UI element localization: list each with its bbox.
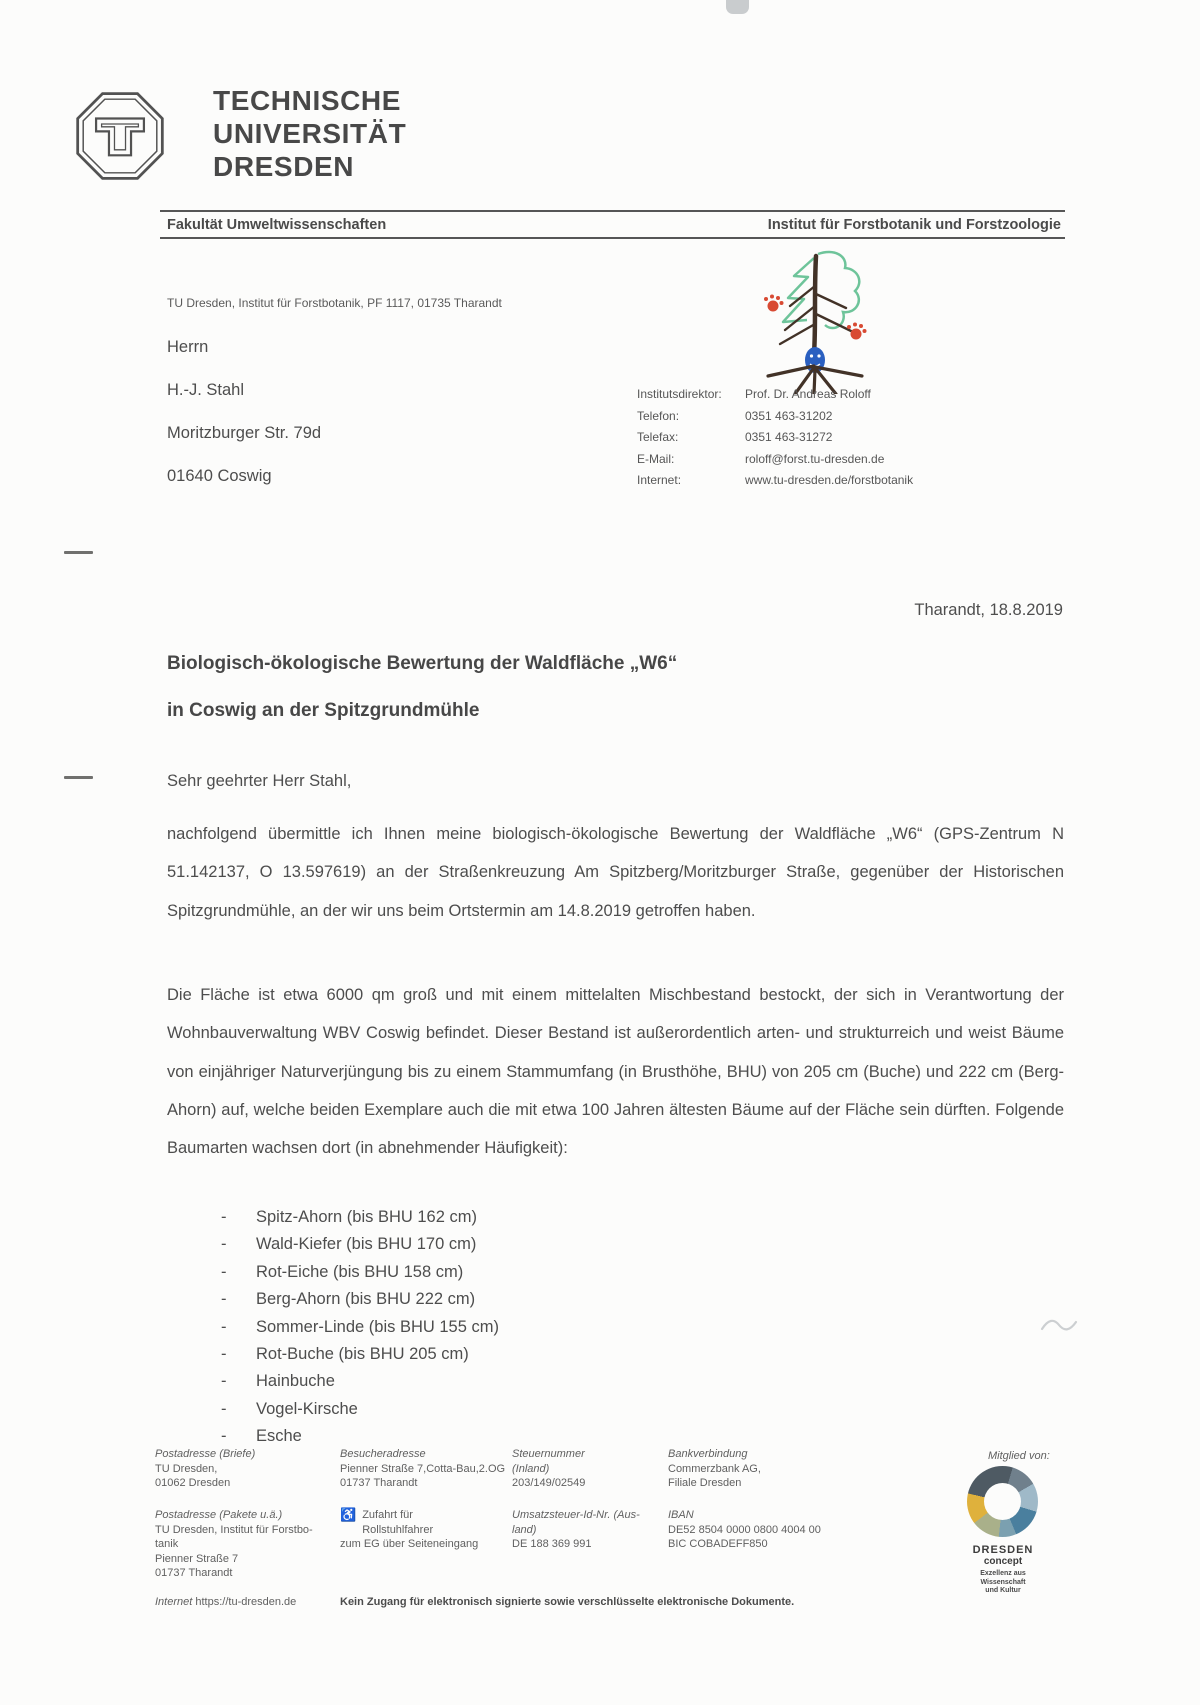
tu-dresden-logo-icon	[74, 88, 166, 184]
footer-wheelchair-access	[340, 1508, 510, 1552]
footer-line: Pienner Straße 7,Cotta-Bau,2.OG	[340, 1462, 506, 1475]
list-dash: -	[221, 1317, 227, 1336]
member-of-label: Mitglied von:	[988, 1450, 1050, 1462]
list-item	[221, 1341, 499, 1368]
recipient-line: Herrn	[167, 338, 209, 356]
wheelchair-icon: ♿	[340, 1507, 357, 1522]
footer-line: Pienner Straße 7	[155, 1552, 239, 1565]
contact-label: E-Mail:	[637, 451, 675, 466]
dresden-concept-tagline: Exzellenz aus	[980, 1570, 1026, 1577]
footer-line: 01737 Tharandt	[340, 1477, 418, 1490]
forstbotanik-tree-logo-icon	[750, 244, 884, 394]
salutation: Sehr geehrter Herr Stahl,	[167, 772, 352, 790]
footer-label: Postadresse (Pakete u.ä.)	[155, 1509, 283, 1521]
footer-bic-value: BIC COBADEFF850	[668, 1538, 768, 1551]
pen-mark-artifact	[1040, 1313, 1080, 1337]
tree-species-list	[221, 1204, 499, 1451]
footer-internet-url: https://tu-dresden.de	[195, 1596, 297, 1608]
list-dash: -	[221, 1235, 227, 1254]
institute-name: Institut für Forstbotanik und Forstzoologie	[767, 217, 1061, 233]
footer-label: Postadresse (Briefe)	[155, 1448, 256, 1460]
list-item-label: Sommer-Linde (bis BHU 155 cm)	[256, 1317, 499, 1336]
list-item-label: Vogel-Kirsche	[256, 1399, 358, 1418]
footer-tax-number	[512, 1447, 662, 1491]
footer-line: 01737 Tharandt	[155, 1567, 233, 1580]
footer-vat-number	[512, 1508, 662, 1552]
university-name-line: DRESDEN	[213, 151, 355, 182]
list-dash: -	[221, 1399, 227, 1418]
footer-label: Steuernummer	[512, 1448, 585, 1460]
footer-iban-value: DE52 8504 0000 0800 4004 00	[668, 1523, 821, 1536]
recipient-line: H.-J. Stahl	[167, 381, 245, 399]
sender-return-address: TU Dresden, Institut für Forstbotanik, PF 1117, 01735 Tharandt	[167, 296, 502, 310]
list-item-label: Hainbuche	[256, 1372, 335, 1391]
footer-internet-label: Internet	[155, 1596, 193, 1608]
university-name-line: UNIVERSITÄT	[213, 118, 407, 149]
list-item	[221, 1314, 499, 1341]
list-item-label: Rot-Eiche (bis BHU 158 cm)	[256, 1262, 464, 1281]
contact-label: Institutsdirektor:	[637, 387, 722, 401]
footer-line: Commerzbank AG,	[668, 1462, 761, 1475]
dresden-concept-tagline: und Kultur	[985, 1587, 1021, 1594]
footer-bank	[668, 1447, 883, 1491]
dresden-concept-ring-icon	[967, 1466, 1038, 1537]
list-item	[221, 1259, 499, 1286]
subject-line-2: in Coswig an der Spitzgrundmühle	[167, 700, 480, 721]
footer-label: Umsatzsteuer-Id-Nr. (Aus-	[512, 1509, 640, 1521]
list-dash: -	[221, 1208, 227, 1226]
list-dash: -	[221, 1427, 227, 1446]
footer-label: Bankverbindung	[668, 1448, 748, 1460]
list-dash: -	[221, 1372, 227, 1391]
date-line: Tharandt, 18.8.2019	[914, 601, 1063, 619]
institute-contact-block	[637, 387, 913, 495]
contact-value: 0351 463-31202	[745, 408, 833, 423]
footer-line: TU Dresden, Institut für Forstbo-	[155, 1523, 313, 1536]
contact-value: 0351 463-31272	[745, 430, 833, 444]
contact-row	[637, 473, 913, 495]
contact-row	[637, 430, 913, 452]
list-item-label: Spitz-Ahorn (bis BHU 162 cm)	[256, 1208, 477, 1226]
list-dash: -	[221, 1262, 227, 1281]
dresden-concept-tagline: Wissenschaft	[980, 1578, 1026, 1586]
body-paragraph-2: Die Fläche ist etwa 6000 qm groß und mit einem mittelalten Mischbestand bestockt, der sich in Verantwortung der Wohnbauverwaltung WBV Coswig befindet. Dieser Bestand ist außerordentlich arten- und strukturreich und weist Bäume von einjähriger Naturverjüngung bis zu einem Stammumfang (in Brusthöhe, BHU) von 205 cm (Buche) und 222 cm (Berg-Ahorn) auf, welche beiden Exemplare auch die mit etwa 100 Jahren ältesten Bäume auf der Fläche sein dürften. Folgende Baumarten wachsen dort (in abnehmender Häufigkeit):	[167, 986, 1064, 1158]
recipient-address	[167, 326, 321, 498]
contact-row	[637, 452, 913, 474]
footer-value: 203/149/02549	[512, 1477, 586, 1490]
footer-postal-parcels	[155, 1508, 337, 1581]
subject-heading	[167, 640, 677, 734]
footer-label: IBAN	[668, 1509, 694, 1521]
footer-line: tanik	[155, 1538, 179, 1551]
contact-row	[637, 409, 913, 431]
list-item-label: Berg-Ahorn (bis BHU 222 cm)	[256, 1290, 476, 1309]
contact-value: Prof. Dr. Andreas Roloff	[745, 387, 871, 401]
footer-visitor-address	[340, 1447, 508, 1491]
list-dash: -	[221, 1345, 227, 1364]
list-item	[221, 1396, 499, 1423]
list-item	[221, 1204, 499, 1231]
list-item	[221, 1368, 499, 1395]
contact-label: Telefax:	[637, 430, 679, 444]
footer-line: Zufahrt für	[362, 1509, 413, 1521]
fold-mark	[64, 551, 93, 554]
list-item-label: Rot-Buche (bis BHU 205 cm)	[256, 1345, 469, 1364]
contact-label: Telefon:	[637, 408, 680, 423]
footer-iban	[668, 1508, 883, 1552]
list-dash: -	[221, 1290, 227, 1309]
footer-line: zum EG über Seiteneingang	[340, 1538, 479, 1551]
dresden-concept-wordmark	[955, 1544, 1051, 1596]
footer-label-sub: land)	[512, 1523, 537, 1536]
contact-label: Internet:	[637, 473, 682, 487]
footer-line: TU Dresden,	[155, 1462, 218, 1475]
faculty-name: Fakultät Umweltwissenschaften	[167, 217, 387, 233]
list-item-label: Wald-Kiefer (bis BHU 170 cm)	[256, 1235, 477, 1254]
footer-bottom-line	[155, 1595, 1065, 1610]
list-item	[221, 1286, 499, 1313]
footer-line: Rollstuhlfahrer	[362, 1523, 434, 1536]
fold-mark	[64, 776, 93, 779]
scan-smudge	[726, 0, 749, 14]
contact-row	[637, 387, 913, 409]
footer-value: DE 188 369 991	[512, 1538, 592, 1551]
body-paragraph-1: nachfolgend übermittle ich Ihnen meine biologisch-ökologische Bewertung der Waldfläche „W6“ (GPS-Zentrum N 51.142137, O 13.597619) an der Straßenkreuzung Am Spitzberg/Moritzburger Straße, gegenüber der Historischen Spitzgrundmühle, an der wir uns beim Ortstermin am 14.8.2019 getroffen haben.	[167, 825, 1064, 920]
university-name-line: TECHNISCHE	[213, 85, 402, 116]
recipient-line: 01640 Coswig	[167, 467, 272, 485]
footer-line: Filiale Dresden	[668, 1477, 742, 1490]
university-name	[213, 84, 406, 183]
footer-no-electronic-documents-note: Kein Zugang für elektronisch signierte sowie verschlüsselte elektronische Dokumente.	[340, 1596, 795, 1608]
contact-email: roloff@forst.tu-dresden.de	[745, 451, 885, 466]
footer-postal-letters	[155, 1447, 330, 1491]
list-item-label: Esche	[256, 1427, 302, 1446]
dresden-concept-ring-hole	[984, 1483, 1021, 1520]
dresden-concept-name: DRESDEN	[972, 1544, 1034, 1556]
dresden-concept-name: concept	[983, 1556, 1023, 1567]
footer-label-sub: (Inland)	[512, 1462, 550, 1475]
subject-line-1: Biologisch-ökologische Bewertung der Waldfläche „W6“	[167, 653, 678, 674]
list-item	[221, 1231, 499, 1258]
department-header	[160, 210, 1065, 239]
footer-line: 01062 Dresden	[155, 1477, 231, 1490]
footer-label: Besucheradresse	[340, 1448, 426, 1460]
recipient-line: Moritzburger Str. 79d	[167, 424, 322, 442]
contact-website: www.tu-dresden.de/forstbotanik	[745, 473, 914, 487]
